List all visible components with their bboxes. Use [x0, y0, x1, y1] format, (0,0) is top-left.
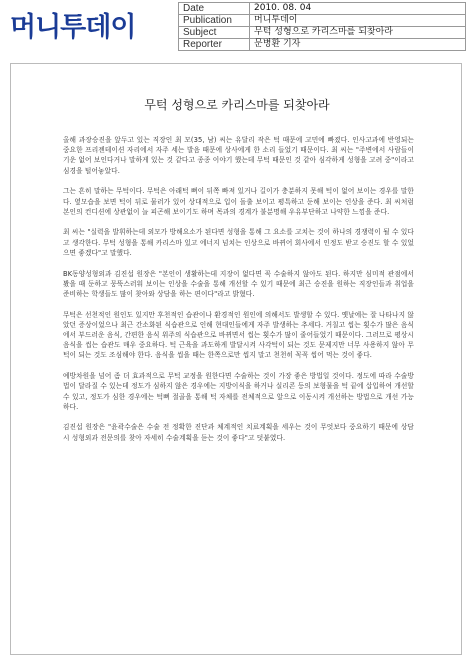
meta-row-reporter	[179, 39, 466, 51]
article-body	[63, 135, 414, 453]
article-paragraph: 김진섭 원장은 "윤곽수술은 수술 전 정확한 진단과 체계적인 치료계획을 세우는 것이 무엇보다 중요하기 때문에 상담 시 성형외과 전문의를 찾아 자세히 수술계획을 듣는 것이 좋다"고 덧붙였다.	[63, 423, 414, 442]
article-paragraph: 올해 과장승진을 앞두고 있는 직장인 최 모(35, 남) 씨는 유달리 작은 턱 때문에 고민에 빠졌다. 인사고과에 반영되는 중요한 프리젠테이션 자리에서 자주 세는 발음 때문에 상사에게 한 소리 들었기 때문이다. 최 씨는 "주변에서 사람들이 기운 없어 보인다거나 말하게 있는 것 같다고 종종 이야기 했는데 무턱 때문인 것 같아 심각하게 성형을 고려 중"이라고 심경을 털어놓았다.	[63, 136, 414, 175]
meta-label: Reporter	[179, 39, 250, 51]
newspaper-logo: 머니투데이	[10, 12, 136, 43]
clipping-header	[0, 0, 474, 60]
article-paragraph: BK동양성형외과 김진섭 원장은 "본인이 생활하는데 지장이 없다면 꼭 수술하지 않아도 된다. 하지만 심미적 관점에서 봤을 때 둔하고 뭉뚝스러워 보이는 인상을 수술을 통해 개선할 수 있기 때문에 최근 승진을 원하는 직장인들과 취업을 준비하는 학생들도 많이 찾아와 상담을 하는 편이다"라고 밝혔다.	[63, 269, 414, 298]
meta-value: 문병환 기자	[250, 39, 466, 51]
meta-value: 2010. 08. 04	[250, 3, 466, 15]
meta-row-date	[179, 3, 466, 15]
article-paragraph: 예방차원을 넘어 좀 더 효과적으로 무턱 교정을 원한다면 수술하는 것이 가장 좋은 방법일 것이다. 정도에 따라 수술방법이 달라질 수 있는데 정도가 심하지 않은 경우에는 지방이식을 하거나 실리콘 등의 보형물을 턱 끝에 삽입하여 개선할 수 있고, 정도가 심한 경우에는 턱뼈 절골을 통해 턱 자체를 전체적으로 앞으로 이동시켜 개선하는 방법으로 개선 가능하다.	[63, 372, 414, 411]
meta-label: Publication	[179, 15, 250, 27]
meta-row-publication	[179, 15, 466, 27]
article-paragraph: 그는 흔히 말하는 무턱이다. 무턱은 아래턱 뼈이 뒤쪽 빠져 있거나 길이가 충분하지 못해 턱이 없어 보이는 경우를 말한다. 옆모습을 보면 턱이 뒤로 물러가 있어 상대적으로 입이 돌출 보이고 평특하고 둔해 보이는 인상을 준다. 최 씨처럼 본인의 컨디션에 상관없이 늘 피곤해 보이기도 하며 목과의 경계가 불분명해 우유부단하고 나약한 느낌을 준다.	[63, 187, 414, 216]
meta-label: Subject	[179, 27, 250, 39]
article-title: 무턱 성형으로 카리스마를 되찾아라	[144, 98, 330, 112]
article-paragraph: 무턱은 선천적인 원인도 있지만 후천적인 습관이나 환경적인 원인에 의해서도 발생할 수 있다. 옛날에는 잘 나타나지 않았던 증상이었으나 최근 간소화된 식습관으로 인해 현대인들에게 자주 발생하는 추세다. 거칠고 씹는 횟수가 많은 음식에서 부드러운 음식, 간편한 음식 위주의 식습관으로 바뀌면서 씹는 횟수가 많이 줄어들었기 때문이다. 그러므로 평상시 음식을 씹는 습관도 매우 중요하다. 턱 근육을 과도하게 발달시켜 사각턱이 되는 것도 문제지만 너무 사용하지 않아 무턱이 되는 것도 조심해야 한다. 음식을 씹을 때는 한쪽으로만 씹지 말고 천천히 꼭꼭 씹어 먹는 것이 좋다.	[63, 310, 414, 360]
clipping-meta-table	[178, 2, 466, 51]
meta-label: Date	[179, 3, 250, 15]
meta-row-subject	[179, 27, 466, 39]
meta-value: 무턱 성형으로 카리스마를 되찾아라	[250, 27, 466, 39]
article-paragraph: 최 씨는 "실력을 발휘하는데 외모가 방해요소가 된다면 성형을 통해 그 요소를 고치는 것이 하나의 경쟁력이 될 수 있다고 생각한다. 무턱 성형을 통해 카리스마 있고 에너지 넘치는 인상으로 바뀌어 회사에서 인정도 받고 승진도 할 수 있었으면 좋겠다"고 말했다.	[63, 228, 414, 257]
meta-value: 머니투데이	[250, 15, 466, 27]
